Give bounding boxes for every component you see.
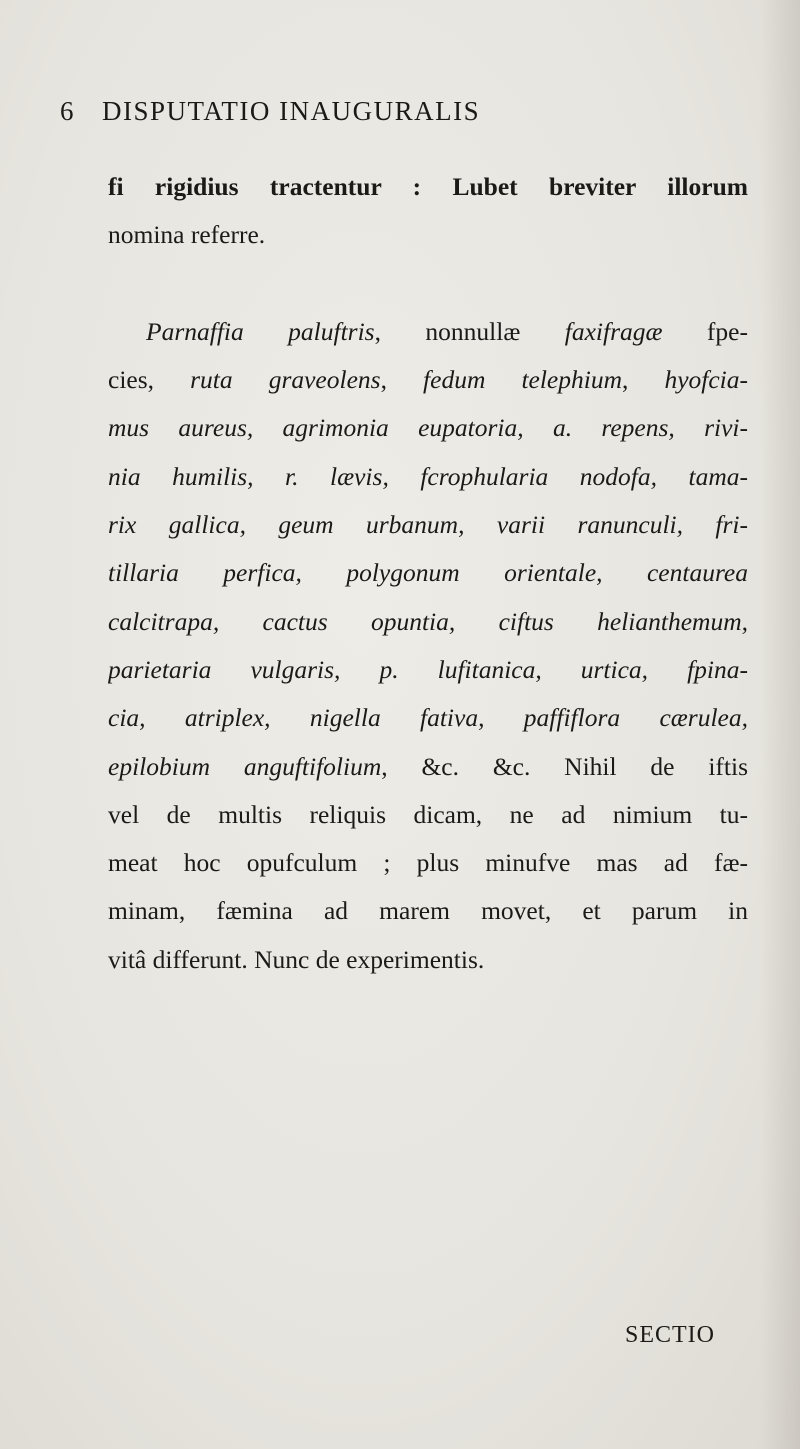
text-line: calcitrapa, cactus opuntia, ciftus helianthemum, [108, 606, 748, 636]
page-number: 6 [60, 96, 75, 126]
text-line: meat hoc opufculum ; plus minufve mas ad fæ- [108, 848, 748, 878]
text-fragment: cies, [108, 365, 191, 395]
text-line: nia humilis, r. lævis, fcrophularia nodofa, tama- [108, 461, 748, 491]
text-line [108, 308, 748, 356]
plant-name: faxifragæ [564, 316, 663, 346]
text-line: cia, atriplex, nigella fativa, paffiflora cærulea, [108, 703, 748, 733]
text-fragment: , [380, 365, 424, 395]
text-line [108, 356, 748, 404]
text-line: fi rigidius tractentur : Lubet breviter illorum [108, 172, 748, 201]
body-text [108, 163, 748, 984]
text-line [108, 743, 748, 791]
running-header [60, 96, 740, 136]
plant-name: fedum telephium [423, 365, 622, 395]
text-fragment: fpe- [662, 316, 748, 346]
text-line: rix gallica, geum urbanum, varii ranunculi, fri- [108, 510, 748, 540]
plant-name: ruta graveolens [190, 365, 381, 395]
text-line: vel de multis reliquis dicam, ne ad nimium tu- [108, 799, 748, 829]
text-fragment: , &c. &c. Nihil de iftis [381, 751, 748, 781]
plant-name: hyofcia- [664, 365, 748, 395]
page-edge-shadow [760, 0, 800, 1449]
running-title: DISPUTATIO INAUGURALIS [102, 96, 481, 126]
text-fragment: , [622, 365, 665, 395]
plant-name: Parnaffia paluftris [146, 316, 375, 346]
text-fragment: , nonnullæ [374, 316, 565, 346]
text-line: mus aureus, agrimonia eupatoria, a. repens, rivi- [108, 413, 748, 443]
text-line: tillaria perfica, polygonum orientale, centaurea [108, 558, 748, 588]
text-line: minam, fæmina ad marem movet, et parum in [108, 896, 748, 926]
text-line: nomina referre. [108, 220, 266, 250]
text-line: vitâ differunt. Nunc de experimentis. [108, 944, 485, 974]
catchword: SECTIO [625, 1322, 715, 1348]
plant-name: epilobium anguftifolium [108, 751, 382, 781]
text-line: parietaria vulgaris, p. lufitanica, urtica, fpina- [108, 654, 748, 684]
